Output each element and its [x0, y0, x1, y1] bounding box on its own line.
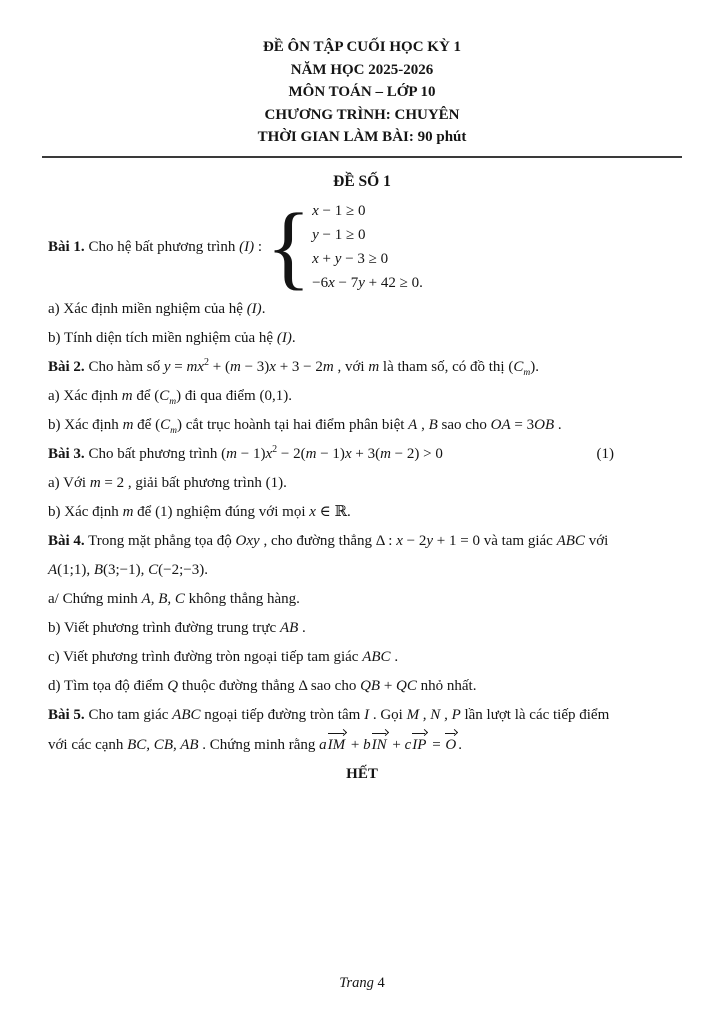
text-run: m — [170, 425, 177, 436]
text-run: m — [89, 474, 101, 491]
problem-line — [48, 328, 676, 348]
page-title: ĐỀ SỐ 1 — [333, 172, 391, 190]
footer-page-label: Trang — [339, 975, 374, 991]
text-run: sao cho — [437, 416, 491, 433]
text-run: − 2( — [277, 445, 306, 462]
text-run: . — [554, 416, 562, 433]
text-run: m — [169, 396, 177, 407]
text-run: . — [458, 736, 462, 753]
text-run: BC, CB, AB — [127, 736, 199, 753]
text-run: HẾT — [346, 765, 378, 782]
text-run: a) Xác định — [48, 387, 122, 404]
text-run: Cho hàm số — [84, 358, 164, 375]
text-run: + 3 − 2 — [275, 358, 323, 375]
text-run: . Gọi — [369, 706, 407, 723]
text-run: − 3 ≥ 0 — [341, 250, 389, 267]
system-intro-text — [48, 237, 262, 257]
vector-term: O — [444, 734, 458, 755]
text-run: ( — [221, 445, 227, 462]
text-run: A, B, C — [141, 590, 185, 607]
text-run: + ( — [209, 358, 230, 375]
header-line-subject: MÔN TOÁN – LỚP 10 — [288, 84, 436, 100]
text-run: Bài 3. — [48, 445, 85, 462]
text-run: −6 — [312, 274, 329, 291]
text-run: để (1) nghiệm đúng với mọi — [133, 503, 310, 520]
text-run: Cho tam giác — [84, 706, 173, 723]
text-run: ) — [176, 416, 182, 433]
text-run: cắt trục hoành tại hai điểm phân biệt — [181, 416, 409, 433]
text-run: Bài 5. — [48, 706, 85, 723]
text-run: C — [159, 387, 170, 404]
text-run: QC — [396, 677, 417, 694]
text-run: Bài 4. — [48, 532, 85, 549]
text-run: C — [513, 358, 524, 375]
problem-line — [48, 676, 676, 696]
problem-line — [48, 734, 676, 755]
text-run: y — [358, 274, 365, 291]
text-run: a) Xác định miền nghiệm của hệ — [48, 300, 247, 317]
text-run: ABC — [172, 706, 201, 723]
equation-number: (1) — [596, 445, 614, 462]
system-inequality-line — [312, 199, 423, 223]
text-run: (3;−1), — [103, 561, 149, 578]
text-run: ∈ ℝ. — [315, 503, 351, 520]
text-run: − 1 ≥ 0 — [318, 226, 366, 243]
vector-term: IN — [371, 734, 389, 755]
text-run: + 1 = 0 và tam giác — [433, 532, 557, 549]
header-divider — [42, 156, 682, 158]
text-run: ( — [508, 358, 514, 375]
text-run: x — [269, 358, 276, 375]
system-inequality-line — [312, 247, 423, 271]
text-run: , cho đường thẳng Δ : — [259, 532, 397, 549]
text-run: AB — [279, 619, 299, 636]
text-run: Q — [167, 677, 179, 694]
vector-term: IP — [411, 734, 428, 755]
text-run: = — [170, 358, 187, 375]
text-run: − 1) — [316, 445, 345, 462]
text-run: C — [148, 561, 159, 578]
problem-line — [48, 415, 676, 435]
text-run: ( — [154, 387, 160, 404]
header-line-exam-title: ĐỀ ÔN TẬP CUỐI HỌC KỲ 1 — [262, 39, 462, 55]
text-run: (I) — [246, 300, 262, 317]
text-run: m — [121, 387, 133, 404]
text-run: a) Với — [48, 474, 90, 491]
text-run: ). — [530, 358, 539, 375]
text-run: Cho bất phương trình — [84, 445, 222, 462]
text-run: mx — [186, 358, 204, 375]
text-run: m — [322, 358, 334, 375]
text-run: . — [288, 387, 292, 404]
text-run: I — [364, 706, 370, 723]
problem-line — [48, 299, 676, 319]
system-brace: { — [266, 194, 312, 299]
text-run: m — [226, 445, 238, 462]
header-line-program: CHƯƠNG TRÌNH: CHUYÊN — [264, 106, 460, 123]
text-run: + — [388, 736, 405, 753]
text-run: x — [328, 274, 335, 291]
text-run: − 7 — [334, 274, 359, 291]
problem-line — [48, 705, 676, 725]
text-run: ABC — [556, 532, 585, 549]
text-run: : — [254, 238, 262, 255]
text-run: đi qua điểm — [181, 387, 260, 404]
text-run: y — [312, 226, 319, 243]
header-line-duration: THỜI GIAN LÀM BÀI: 90 phút — [257, 129, 467, 145]
text-run: . — [390, 648, 399, 665]
text-run: ) — [176, 387, 182, 404]
text-run: (0,1) — [259, 387, 289, 404]
text-run: Oxy — [235, 532, 260, 549]
text-run: . — [298, 619, 306, 636]
text-run: c) Viết phương trình đường tròn ngoại tiếp tam giác — [48, 648, 363, 665]
problem-line — [48, 618, 676, 638]
text-run: (I) — [276, 329, 292, 346]
text-run: b) Xác định — [48, 503, 123, 520]
vector-term: IM — [327, 734, 348, 755]
text-run: x — [344, 445, 352, 462]
text-run: − 3) — [240, 358, 270, 375]
text-run: QB — [360, 677, 381, 694]
text-run: x — [309, 503, 316, 520]
text-run: x — [312, 250, 319, 267]
text-run: C — [160, 416, 171, 433]
text-run: + — [380, 677, 397, 694]
problem-line — [48, 764, 676, 784]
text-run: . — [291, 329, 296, 346]
text-run: a/ Chứng minh — [48, 590, 142, 607]
text-run: + 3( — [351, 445, 381, 462]
text-run: − 1) — [237, 445, 266, 462]
text-run: OA — [490, 416, 511, 433]
text-run: y — [334, 250, 342, 267]
text-run: (−2;−3). — [158, 561, 208, 578]
text-run: y — [426, 532, 434, 549]
problem-list — [48, 194, 676, 784]
text-run: m — [122, 416, 134, 433]
text-run: Bài 1. — [48, 238, 85, 255]
text-run: ABC — [362, 648, 391, 665]
text-run: y — [163, 358, 171, 375]
problem-line — [48, 473, 676, 493]
problem-line — [48, 444, 676, 464]
problem-line — [48, 560, 676, 580]
problem-line — [48, 647, 676, 667]
problem-line — [48, 357, 676, 377]
text-run: m — [305, 445, 317, 462]
text-run: b — [363, 736, 371, 753]
text-run: không thẳng hàng. — [184, 590, 300, 607]
text-run: B — [428, 416, 438, 433]
text-run: + 42 ≥ 0. — [364, 274, 423, 291]
text-run: ngoại tiếp đường tròn tâm — [200, 706, 365, 723]
system-inequalities — [312, 199, 423, 295]
problem-line — [48, 502, 676, 522]
text-run: = 3 — [510, 416, 535, 433]
text-run: OB — [534, 416, 555, 433]
text-run: nhỏ nhất. — [416, 677, 477, 694]
text-run: b) Viết phương trình đường trung trực — [48, 619, 280, 636]
text-run: 2 — [204, 356, 209, 368]
text-run: m — [380, 445, 391, 462]
text-run: Bài 2. — [48, 358, 85, 375]
text-run: . Chứng minh rằng — [198, 736, 320, 753]
text-run: B — [93, 561, 104, 578]
text-run: + — [318, 250, 335, 267]
text-run: − 2 — [402, 532, 427, 549]
header-line-school-year: NĂM HỌC 2025-2026 — [290, 61, 434, 78]
text-run: d) Tìm tọa độ điểm — [48, 677, 168, 694]
text-run: , với — [333, 358, 369, 375]
text-run: ( — [155, 416, 161, 433]
text-run: x — [265, 445, 273, 462]
text-run: để — [133, 416, 156, 433]
exam-header — [0, 0, 724, 149]
text-run: − 1 ≥ 0 — [318, 202, 366, 219]
text-run: A — [48, 561, 58, 578]
footer-page-number: 4 — [377, 975, 385, 991]
text-run: m — [229, 358, 241, 375]
text-run: 2 — [272, 443, 278, 455]
text-run: (1;1), — [57, 561, 94, 578]
text-run: thuộc đường thẳng Δ sao cho — [178, 677, 361, 694]
text-run: m — [122, 503, 134, 520]
text-run: Trong mặt phẳng tọa độ — [84, 532, 236, 549]
text-run: với — [584, 532, 609, 549]
text-run: m — [368, 358, 380, 375]
problem-line — [48, 589, 676, 609]
problem-with-system — [48, 194, 676, 299]
problem-line — [48, 386, 676, 406]
text-run: , — [417, 416, 429, 433]
text-run: với các cạnh — [48, 736, 128, 753]
text-run: = — [428, 736, 445, 753]
text-run: x — [396, 532, 403, 549]
text-run: Cho hệ bất phương trình — [84, 238, 240, 255]
text-run: c — [404, 736, 412, 753]
text-run: − 2) > 0 — [390, 445, 443, 462]
text-run: là tham số, có đồ thị — [379, 358, 509, 375]
text-run: a — [319, 736, 327, 753]
text-run: . — [261, 300, 266, 317]
text-run: + — [347, 736, 364, 753]
text-run: để — [132, 387, 155, 404]
problem-line — [48, 531, 676, 551]
text-run: (I) — [239, 238, 255, 255]
text-run: m — [523, 367, 531, 378]
system-inequality-line — [312, 223, 423, 247]
text-run: = 2 , giải bất phương trình (1). — [100, 474, 287, 491]
system-inequality-line — [312, 271, 423, 295]
page-footer — [0, 975, 724, 992]
text-run: lần lượt là các tiếp điểm — [460, 706, 610, 723]
text-run: b) Tính diện tích miền nghiệm của hệ — [48, 329, 277, 346]
text-run: x — [312, 202, 319, 219]
text-run: M , N , P — [406, 706, 461, 723]
text-run: A — [408, 416, 418, 433]
text-run: b) Xác định — [48, 416, 123, 433]
